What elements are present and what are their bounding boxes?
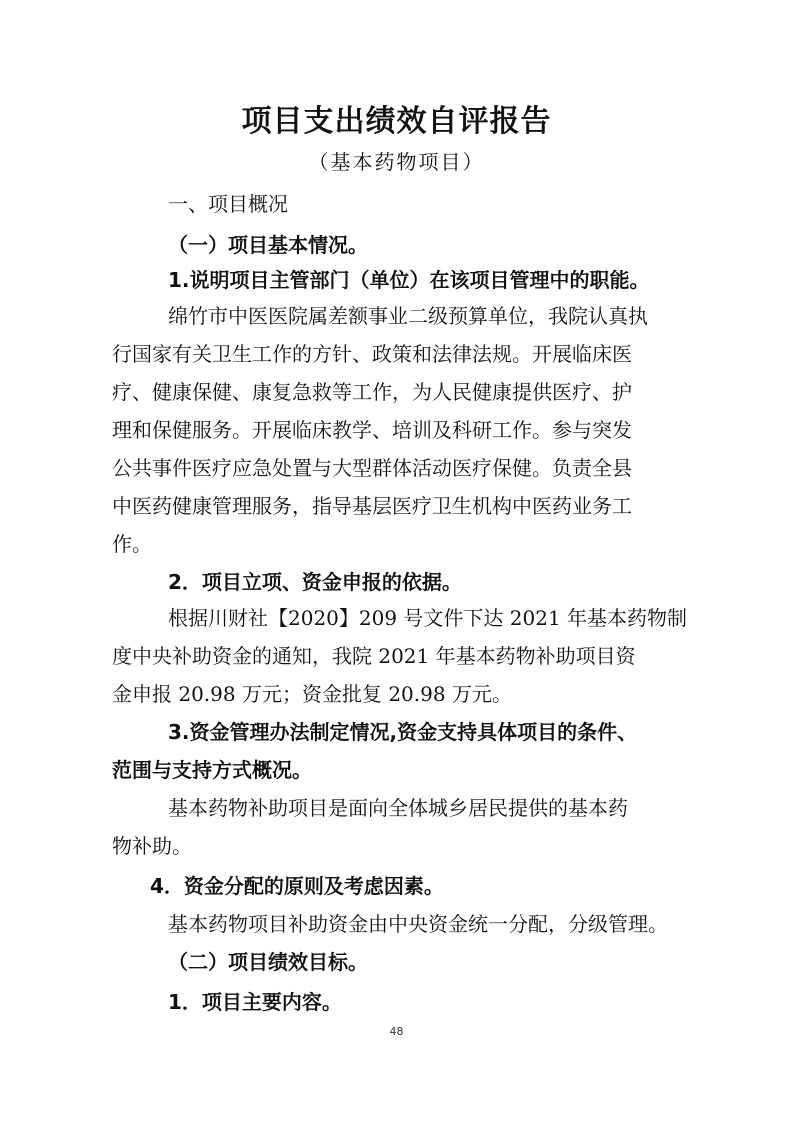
subsection-heading-performance-goals: （二）项目绩效目标。 bbox=[168, 950, 368, 974]
paragraph-line: 中医药健康管理服务，指导基层医疗卫生机构中医药业务工 bbox=[112, 494, 632, 518]
report-subtitle: （基本药物项目） bbox=[308, 150, 485, 174]
item-heading-main-content: 1．项目主要内容。 bbox=[168, 990, 342, 1014]
paragraph-line: 根据川财社【2020】209 号文件下达 2021 年基本药物制 bbox=[168, 606, 688, 630]
paragraph-line: 金申报 20.98 万元；资金批复 20.98 万元。 bbox=[112, 682, 512, 706]
item-heading-2: 2．项目立项、资金申报的依据。 bbox=[168, 570, 462, 594]
paragraph-line: 行国家有关卫生工作的方针、政策和法律法规。开展临床医 bbox=[112, 342, 632, 366]
page-number: 48 bbox=[389, 1025, 404, 1038]
item-heading-3-continued: 范围与支持方式概况。 bbox=[112, 758, 312, 782]
paragraph-line: 公共事件医疗应急处置与大型群体活动医疗保健。负责全县 bbox=[112, 456, 632, 480]
paragraph-line: 度中央补助资金的通知，我院 2021 年基本药物补助项目资 bbox=[112, 644, 636, 668]
item-heading-4: 4．资金分配的原则及考虑因素。 bbox=[150, 874, 444, 898]
paragraph-line: 绵竹市中医医院属差额事业二级预算单位，我院认真执 bbox=[168, 304, 648, 328]
subsection-heading-basic-info: （一）项目基本情况。 bbox=[168, 233, 368, 257]
paragraph-line: 疗、健康保健、康复急救等工作，为人民健康提供医疗、护 bbox=[112, 380, 632, 404]
item-heading-1: 1.说明项目主管部门（单位）在该项目管理中的职能。 bbox=[168, 268, 650, 292]
paragraph-line: 作。 bbox=[112, 532, 152, 556]
item-heading-3: 3.资金管理办法制定情况,资金支持具体项目的条件、 bbox=[168, 720, 638, 744]
paragraph-line: 物补助。 bbox=[112, 834, 192, 858]
section-heading-overview: 一、项目概况 bbox=[168, 192, 288, 216]
paragraph-line: 基本药物补助项目是面向全体城乡居民提供的基本药 bbox=[168, 796, 628, 820]
paragraph-line: 基本药物项目补助资金由中央资金统一分配，分级管理。 bbox=[168, 912, 668, 936]
report-title: 项目支出绩效自评报告 bbox=[241, 104, 552, 139]
paragraph-line: 理和保健服务。开展临床教学、培训及科研工作。参与突发 bbox=[112, 418, 632, 442]
